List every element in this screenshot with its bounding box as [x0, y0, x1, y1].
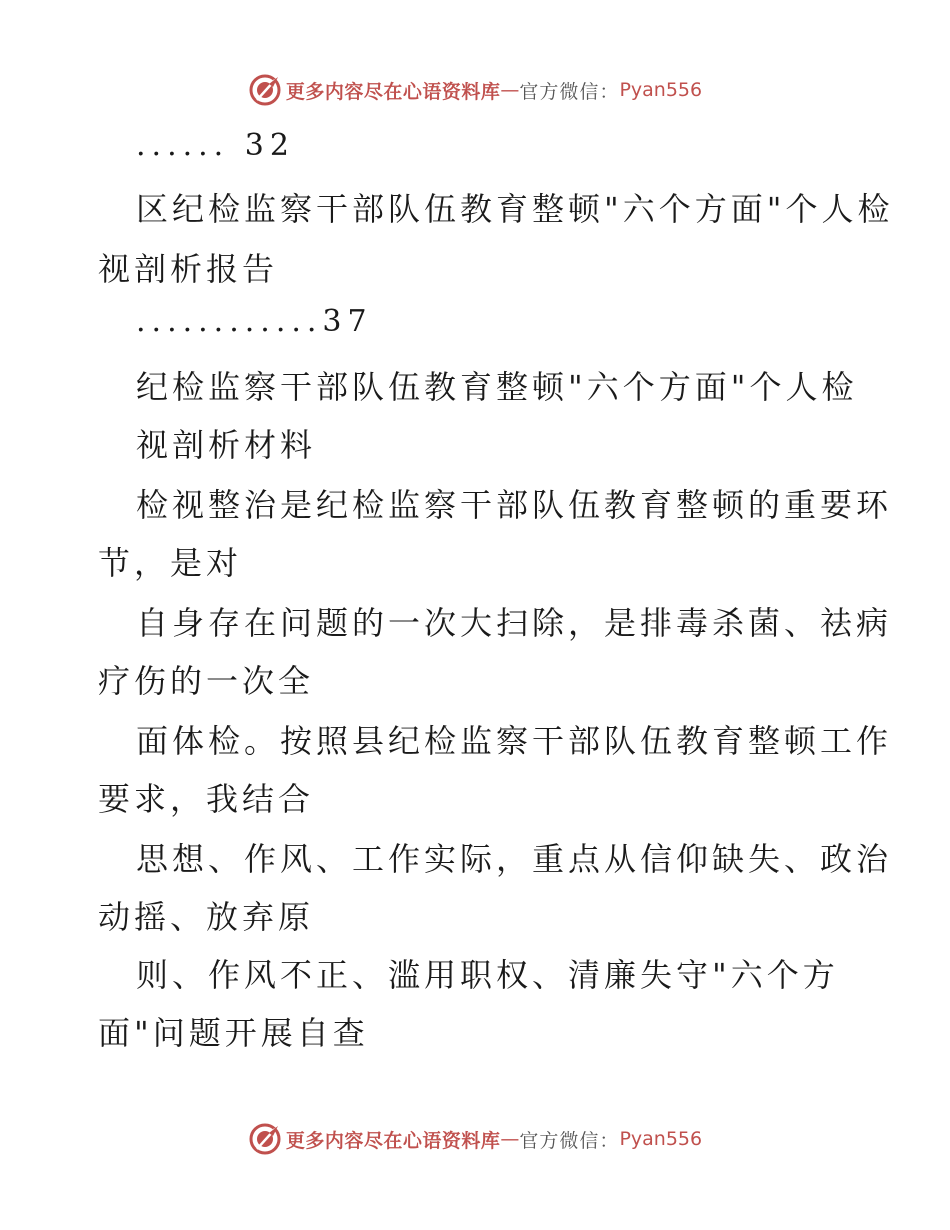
document-title-cont: 视剖析材料: [136, 426, 317, 464]
banner-main-text: 更多内容尽在心语资料库: [285, 1129, 501, 1152]
paragraph-line: 面体检。按照县纪检监察干部队伍教育整顿工作: [136, 722, 893, 760]
quill-logo-icon: [248, 73, 282, 107]
paragraph-line: 则、作风不正、滥用职权、清廉失守"六个方: [136, 956, 839, 994]
paragraph-line: 动摇、放弃原: [98, 898, 315, 936]
banner-dash: —: [500, 1128, 520, 1150]
toc-dot-leader: ............37: [136, 304, 373, 339]
banner-dash: —: [500, 79, 520, 101]
toc-dot-leader: ...... 32: [136, 128, 295, 163]
quill-logo-icon: [248, 1122, 282, 1156]
paragraph-line: 思想、作风、工作实际，重点从信仰缺失、政治: [136, 840, 893, 878]
header-watermark-banner: [0, 70, 950, 110]
paragraph-line: 节，是对: [98, 544, 243, 582]
toc-entry-title-cont: 视剖析报告: [98, 250, 279, 288]
banner-sub-text: 官方微信：: [519, 1129, 620, 1152]
banner-wechat-id: Pyan556: [619, 1128, 703, 1150]
paragraph-line: 疗伤的一次全: [98, 662, 315, 700]
banner-sub-text: 官方微信：: [519, 80, 620, 103]
paragraph-line: 检视整治是纪检监察干部队伍教育整顿的重要环: [136, 486, 893, 524]
paragraph-line: 自身存在问题的一次大扫除，是排毒杀菌、祛病: [136, 604, 893, 642]
footer-watermark-banner: [0, 1119, 950, 1159]
toc-entry-title: 区纪检监察干部队伍教育整顿"六个方面"个人检: [136, 190, 894, 228]
banner-main-text: 更多内容尽在心语资料库: [285, 80, 501, 103]
banner-wechat-id: Pyan556: [619, 79, 703, 101]
paragraph-line: 面"问题开展自查: [98, 1014, 369, 1052]
document-title: 纪检监察干部队伍教育整顿"六个方面"个人检: [136, 368, 858, 406]
paragraph-line: 要求，我结合: [98, 780, 315, 818]
